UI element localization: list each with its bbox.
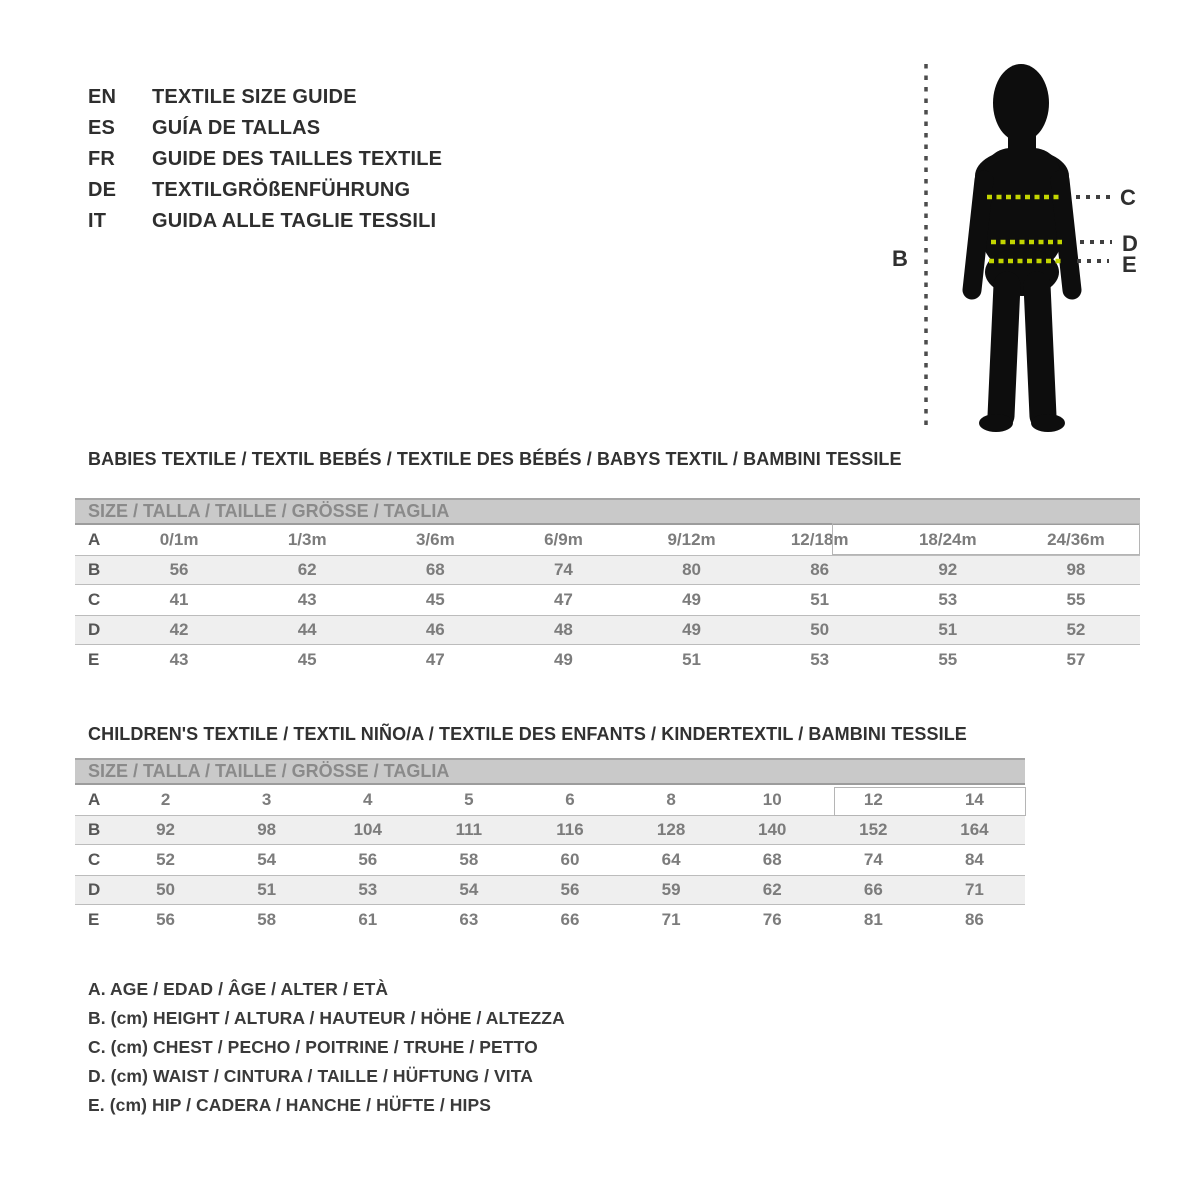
table-cell: 44	[297, 620, 317, 639]
row-label: B	[88, 560, 101, 579]
table-cell: 49	[553, 650, 573, 669]
table-cell: 111	[455, 820, 483, 839]
table-cell: 86	[810, 560, 830, 579]
language-row	[88, 175, 442, 206]
table-cell: 56	[358, 850, 378, 869]
table-cell: 51	[938, 620, 958, 639]
language-title: GUIDE DES TAILLES TEXTILE	[152, 148, 443, 170]
table-row	[75, 645, 1140, 675]
table-cell: 66	[560, 910, 580, 929]
table-cell: 12	[863, 790, 883, 809]
measurement-legend	[88, 975, 565, 1120]
table-cell: 116	[556, 820, 584, 839]
language-code: EN	[88, 86, 117, 108]
table-cell: 49	[682, 620, 702, 639]
table-cell: 92	[938, 560, 958, 579]
child-measurement-figure	[880, 40, 1200, 460]
table-cell: 57	[1066, 650, 1086, 669]
table-cell: 0/1m	[159, 530, 199, 549]
chest-label: C	[1120, 185, 1136, 210]
table-row	[75, 555, 1140, 585]
table-cell: 52	[1066, 620, 1086, 639]
table-cell: 56	[560, 880, 580, 899]
waist-label: D	[1122, 231, 1138, 256]
table-cell: 56	[169, 560, 189, 579]
table-cell: 48	[553, 620, 573, 639]
table-cell: 45	[297, 650, 317, 669]
table-cell: 12/18m	[790, 530, 849, 549]
table-cell: 140	[758, 820, 787, 839]
table-cell: 43	[297, 590, 317, 609]
row-label: D	[88, 620, 101, 639]
table-cell: 62	[762, 880, 782, 899]
language-code: ES	[88, 117, 116, 139]
table-cell: 6	[565, 790, 575, 809]
table-cell: 84	[964, 850, 984, 869]
table-cell: 68	[762, 850, 782, 869]
table-row	[75, 785, 1025, 815]
table-cell: 49	[682, 590, 702, 609]
table-cell: 53	[938, 590, 958, 609]
table-cell: 4	[363, 790, 373, 809]
table-cell: 3	[261, 790, 272, 809]
language-title: GUIDA ALLE TAGLIE TESSILI	[152, 210, 437, 232]
table-cell: 66	[863, 880, 883, 899]
table-cell: 51	[257, 880, 277, 899]
language-row	[88, 206, 442, 237]
table-cell: 64	[661, 850, 681, 869]
table-cell: 51	[682, 650, 702, 669]
table-cell: 164	[960, 820, 989, 839]
table-cell: 10	[762, 790, 782, 809]
legend-line-chest: C. (cm) CHEST / PECHO / POITRINE / TRUHE / PETTO	[88, 1037, 538, 1057]
children-size-table	[75, 758, 1025, 935]
table-cell: 47	[425, 650, 445, 669]
table-cell: 98	[1066, 560, 1086, 579]
table-cell: 63	[459, 910, 479, 929]
table-row	[75, 525, 1140, 555]
table-cell: 45	[425, 590, 445, 609]
language-title: GUÍA DE TALLAS	[152, 117, 321, 139]
table-cell: 71	[661, 910, 681, 929]
table-cell: 1/3m	[287, 530, 327, 549]
table-cell: 104	[353, 820, 382, 839]
row-label: D	[88, 880, 101, 899]
table-cell: 58	[257, 910, 277, 929]
table-cell: 128	[656, 820, 686, 839]
table-cell: 5	[464, 790, 474, 809]
table-cell: 47	[553, 590, 573, 609]
table-cell: 98	[257, 820, 277, 839]
hip-label: E	[1122, 252, 1137, 277]
row-label: B	[88, 820, 101, 839]
table-cell: 81	[863, 910, 883, 929]
row-label: E	[88, 650, 100, 669]
table-size-header: SIZE / TALLA / TAILLE / GRÖSSE / TAGLIA	[75, 498, 1140, 525]
table-cell: 3/6m	[415, 530, 455, 549]
table-cell: 68	[425, 560, 445, 579]
babies-table-body	[75, 525, 1140, 675]
language-row	[88, 144, 442, 175]
row-label: C	[88, 590, 101, 609]
table-cell: 55	[938, 650, 958, 669]
legend-line-waist: D. (cm) WAIST / CINTURA / TAILLE / HÜFTUNG / VITA	[88, 1066, 533, 1086]
row-label: A	[88, 530, 101, 549]
height-label: B	[892, 246, 908, 271]
table-cell: 24/36m	[1047, 530, 1105, 549]
table-cell: 50	[810, 620, 830, 639]
table-cell: 71	[964, 880, 984, 899]
babies-section-title: BABIES TEXTILE / TEXTIL BEBÉS / TEXTILE DES BÉBÉS / BABYS TEXTIL / BAMBINI TESSILE	[88, 449, 902, 469]
table-cell: 152	[859, 820, 888, 839]
table-cell: 76	[762, 910, 782, 929]
table-row	[75, 585, 1140, 615]
language-code: IT	[88, 210, 107, 232]
legend-line-age: A. AGE / EDAD / ÂGE / ALTER / ETÀ	[88, 979, 389, 999]
table-cell: 6/9m	[544, 530, 583, 549]
table-cell: 60	[560, 850, 580, 869]
table-row	[75, 615, 1140, 645]
table-cell: 41	[169, 590, 189, 609]
table-cell: 54	[257, 850, 277, 869]
table-cell: 52	[156, 850, 176, 869]
table-cell: 61	[358, 910, 378, 929]
table-cell: 74	[553, 560, 573, 579]
table-cell: 50	[156, 880, 176, 899]
table-cell: 56	[156, 910, 176, 929]
language-row	[88, 82, 442, 113]
table-cell: 80	[682, 560, 702, 579]
table-row	[75, 815, 1025, 845]
row-label: E	[88, 910, 100, 929]
row-label: A	[88, 790, 101, 809]
table-cell: 74	[863, 850, 883, 869]
table-cell: 8	[666, 790, 676, 809]
table-cell: 92	[156, 820, 176, 839]
table-size-header: SIZE / TALLA / TAILLE / GRÖSSE / TAGLIA	[75, 758, 1025, 785]
table-cell: 53	[810, 650, 830, 669]
table-cell: 14	[964, 790, 984, 809]
table-cell: 86	[964, 910, 984, 929]
table-cell: 2	[160, 790, 171, 809]
table-cell: 43	[169, 650, 189, 669]
legend-line-hip: E. (cm) HIP / CADERA / HANCHE / HÜFTE / HIPS	[88, 1095, 492, 1115]
children-table-body	[75, 785, 1025, 935]
language-code: FR	[88, 148, 116, 170]
table-cell: 62	[297, 560, 317, 579]
row-label: C	[88, 850, 101, 869]
language-row	[88, 113, 442, 144]
table-cell: 55	[1066, 590, 1086, 609]
table-cell: 58	[459, 850, 479, 869]
babies-size-table	[75, 498, 1140, 675]
children-section-title: CHILDREN'S TEXTILE / TEXTIL NIÑO/A / TEXTILE DES ENFANTS / KINDERTEXTIL / BAMBINI TESSILE	[88, 724, 967, 744]
table-cell: 9/12m	[667, 530, 716, 549]
language-title: TEXTILE SIZE GUIDE	[152, 86, 357, 108]
table-cell: 46	[425, 620, 445, 639]
table-row	[75, 875, 1025, 905]
table-cell: 59	[661, 880, 681, 899]
table-cell: 53	[358, 880, 378, 899]
language-code: DE	[88, 179, 117, 201]
table-cell: 18/24m	[918, 530, 977, 549]
table-cell: 42	[169, 620, 189, 639]
child-silhouette-feet	[979, 414, 1065, 432]
table-row	[75, 845, 1025, 875]
table-cell: 51	[810, 590, 830, 609]
legend-line-height: B. (cm) HEIGHT / ALTURA / HAUTEUR / HÖHE / ALTEZZA	[88, 1008, 565, 1028]
table-row	[75, 905, 1025, 935]
child-silhouette-graphic	[880, 40, 1200, 460]
table-cell: 54	[459, 880, 479, 899]
language-title: TEXTILGRÖßENFÜHRUNG	[152, 179, 411, 201]
language-header	[88, 82, 442, 237]
